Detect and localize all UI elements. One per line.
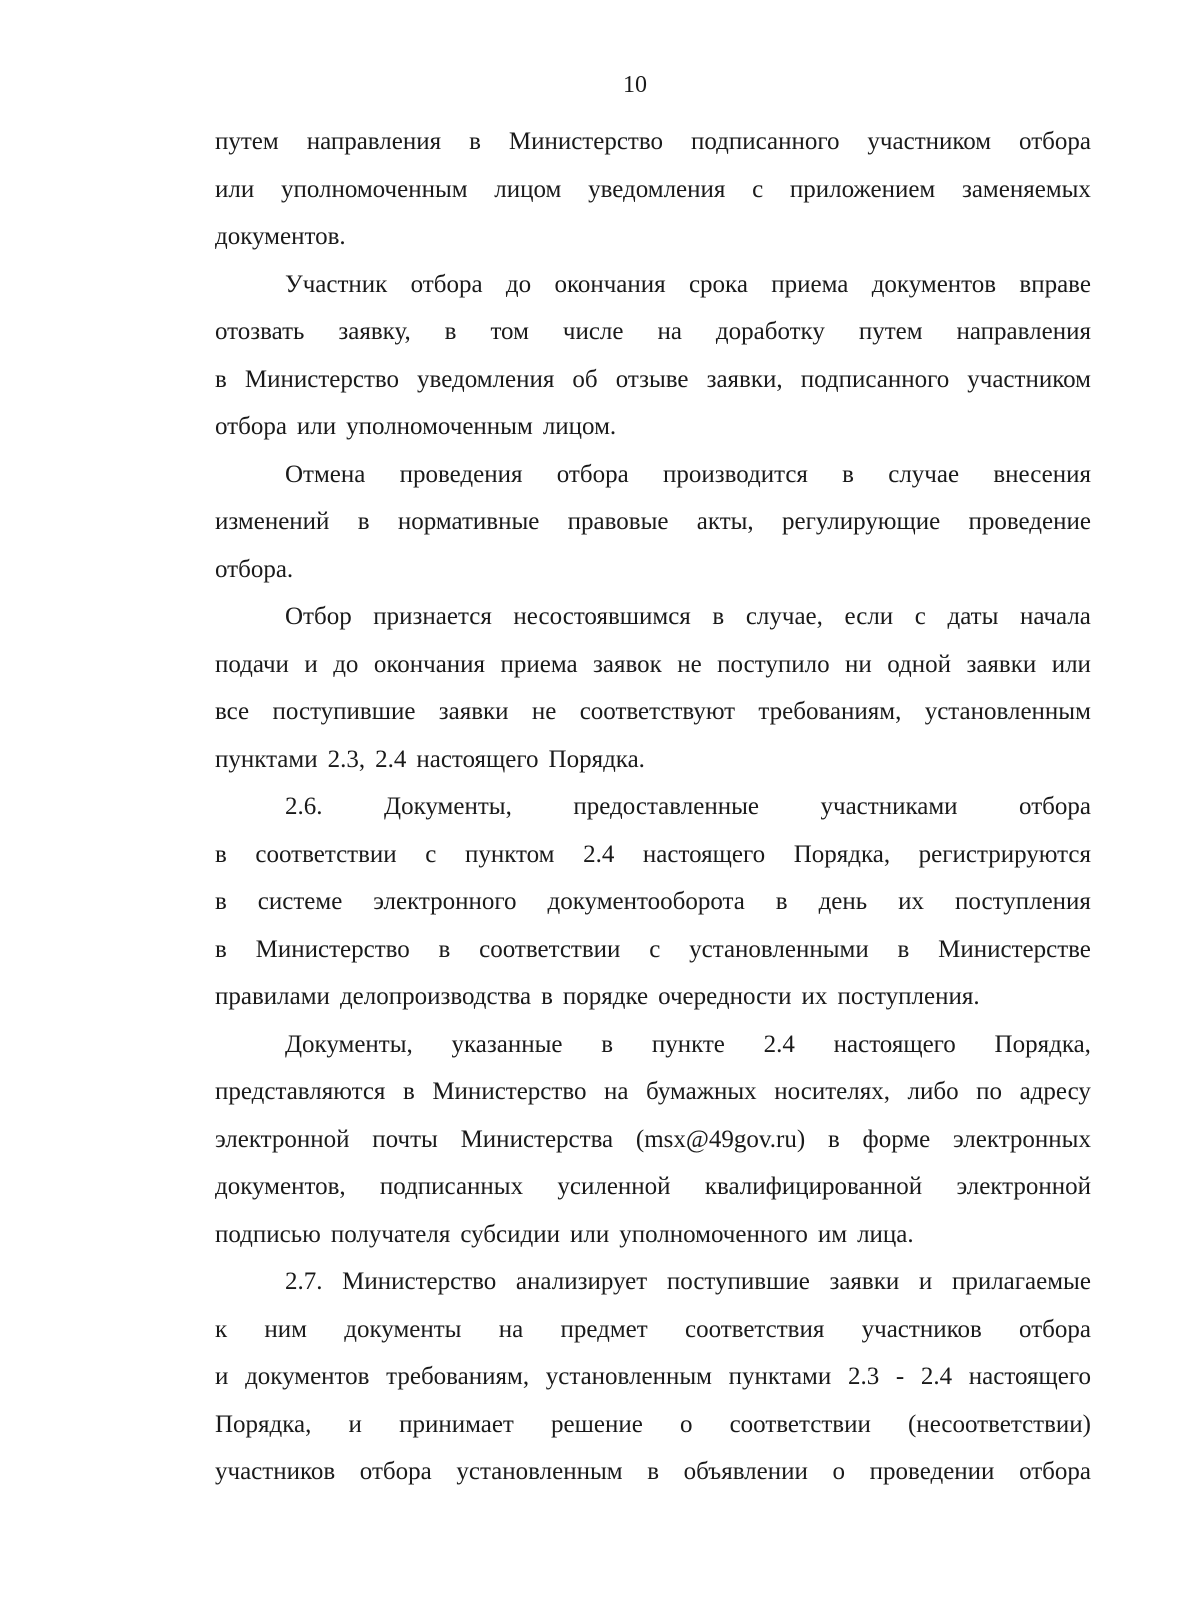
word: им	[817, 1220, 848, 1248]
word: проведении	[869, 1458, 995, 1485]
word: документов	[245, 1363, 370, 1390]
text-line	[215, 973, 1091, 1021]
word: внесения	[993, 460, 1091, 488]
word: в	[438, 935, 451, 963]
word: Отбор	[285, 603, 352, 630]
word: документов.	[215, 223, 346, 250]
word: участников	[861, 1315, 982, 1343]
word: и	[348, 1410, 362, 1438]
word: нормативные	[397, 508, 540, 535]
word: в	[827, 1125, 840, 1153]
word: -	[895, 1363, 905, 1390]
text-line	[215, 1306, 1091, 1354]
text-line	[215, 688, 1091, 736]
word: их	[898, 888, 925, 915]
word: настоящего	[968, 1363, 1091, 1390]
paragraph	[215, 451, 1091, 594]
word: Министерство	[255, 935, 410, 963]
word: представляются	[215, 1078, 386, 1105]
word: адресу	[1019, 1078, 1091, 1105]
word: в	[215, 888, 227, 915]
word: 2.6.	[285, 793, 323, 820]
word: отбора	[1019, 1458, 1091, 1485]
text-line	[215, 213, 1091, 261]
word: получателя	[330, 1220, 451, 1248]
word: и	[918, 1268, 933, 1295]
word: документы	[344, 1315, 462, 1343]
word: случае,	[745, 603, 823, 630]
word: до	[333, 650, 359, 678]
word: отбора	[410, 270, 483, 298]
word: окончания	[554, 270, 666, 298]
word: отбора	[1019, 1315, 1091, 1343]
text-line	[215, 1353, 1091, 1401]
word: проведение	[968, 508, 1091, 535]
word: отбора	[359, 1458, 432, 1485]
document-body	[215, 118, 1091, 1496]
word: вправе	[1019, 270, 1091, 298]
word: электронных	[953, 1125, 1091, 1153]
word: Министерство	[508, 128, 663, 155]
word: не	[677, 650, 702, 678]
word: акты,	[696, 508, 754, 535]
text-line	[215, 261, 1091, 309]
word: лицом	[494, 175, 562, 203]
word: Документы,	[285, 1030, 413, 1058]
paragraph	[215, 118, 1091, 261]
word: правилами	[215, 983, 330, 1010]
word: доработку	[715, 318, 825, 345]
word: направления	[956, 318, 1091, 345]
word: заявок	[593, 650, 662, 678]
word: в	[897, 935, 910, 963]
word: документооборота	[547, 888, 745, 915]
word: соответствия	[684, 1315, 825, 1343]
word: соответствии	[255, 840, 397, 868]
word: 2.4	[375, 745, 407, 773]
word: Документы,	[384, 793, 512, 820]
word: и	[304, 650, 318, 678]
word: приложением	[789, 175, 936, 203]
word: в	[647, 1458, 660, 1485]
text-line	[215, 1021, 1091, 1069]
word: 2.3	[847, 1363, 880, 1390]
word: пунктами	[215, 745, 318, 773]
word: участником	[967, 365, 1091, 393]
word: почты	[372, 1125, 438, 1153]
word: квалифицированной	[704, 1173, 923, 1200]
text-line	[215, 1211, 1091, 1259]
word: проведения	[399, 460, 523, 488]
word: установленными	[689, 935, 869, 963]
word: настоящего	[833, 1030, 956, 1058]
word: усиленной	[557, 1173, 671, 1200]
word: либо	[907, 1078, 959, 1105]
word: регулирующие	[782, 508, 941, 535]
word: установленным	[545, 1363, 712, 1390]
text-line	[215, 403, 1091, 451]
word: правовые	[567, 508, 669, 535]
word: отбора.	[215, 555, 294, 583]
word: приема	[771, 270, 849, 298]
word: отбора	[1019, 128, 1091, 155]
word: подписью	[215, 1220, 321, 1248]
word: Порядка,	[215, 1410, 312, 1438]
page-number: 10	[623, 72, 647, 98]
word: 2.7.	[285, 1268, 323, 1295]
paragraph	[215, 1021, 1091, 1259]
word: системе	[257, 888, 343, 915]
word: порядке	[562, 983, 649, 1010]
word: подачи	[215, 650, 289, 678]
word: о	[679, 1410, 693, 1438]
word: (msx@49gov.ru)	[635, 1125, 806, 1153]
text-line	[215, 1163, 1091, 1211]
text-line	[215, 1068, 1091, 1116]
word: несостоявшимся	[513, 603, 691, 630]
word: с	[425, 840, 437, 868]
text-line	[215, 593, 1091, 641]
word: соответствии	[479, 935, 621, 963]
word: требованиям,	[758, 698, 902, 725]
word: регистрируются	[918, 840, 1091, 868]
word: бумажных	[646, 1078, 757, 1105]
word: об	[572, 365, 598, 393]
word: с	[914, 603, 926, 630]
word: уведомления	[417, 365, 555, 393]
word: с	[752, 175, 764, 203]
word: документов	[871, 270, 997, 298]
word: Министерство	[342, 1268, 497, 1295]
word: признается	[373, 603, 492, 630]
word: участником	[867, 128, 992, 155]
word: 2.4	[920, 1363, 953, 1390]
text-line	[215, 1401, 1091, 1449]
text-line	[215, 878, 1091, 926]
word: установленным	[924, 698, 1091, 725]
word: уполномоченным	[280, 175, 468, 203]
word: изменений	[215, 508, 330, 535]
paragraph	[215, 1258, 1091, 1496]
word: подписанного	[690, 128, 840, 155]
word: принимает	[399, 1410, 514, 1438]
word: поступившие	[272, 698, 416, 725]
word: ним	[264, 1315, 307, 1343]
word: или	[215, 175, 255, 203]
word: поступило	[717, 650, 830, 678]
word: Отмена	[285, 460, 366, 488]
word: начала	[1019, 603, 1091, 630]
word: подписанного	[800, 365, 950, 393]
word: на	[657, 318, 682, 345]
word: предоставленные	[573, 793, 759, 820]
word: в	[842, 460, 854, 488]
text-line	[215, 831, 1091, 879]
paragraph	[215, 261, 1091, 451]
word: решение	[551, 1410, 643, 1438]
text-line	[215, 736, 1091, 784]
text-line	[215, 166, 1091, 214]
word: о	[832, 1458, 846, 1485]
word: заявки	[966, 650, 1037, 678]
word: носителях,	[774, 1078, 890, 1105]
word: документов,	[215, 1173, 346, 1200]
word: Министерства	[460, 1125, 614, 1153]
word: электронной	[215, 1125, 350, 1153]
word: отзыве	[615, 365, 689, 393]
word: на	[498, 1315, 524, 1343]
word: даты	[947, 603, 999, 630]
word: заявку,	[338, 318, 411, 345]
word: Министерство	[432, 1078, 587, 1105]
word: Министерстве	[938, 935, 1091, 963]
paragraph	[215, 593, 1091, 783]
word: настоящего	[416, 745, 539, 773]
word: субсидии	[460, 1220, 560, 1248]
word: заменяемых	[961, 175, 1091, 203]
word: (несоответствии)	[907, 1410, 1091, 1438]
word: производится	[662, 460, 808, 488]
word: прилагаемые	[951, 1268, 1091, 1295]
text-line	[215, 1116, 1091, 1164]
word: участников	[215, 1458, 336, 1485]
text-line	[215, 546, 1091, 594]
word: к	[215, 1315, 228, 1343]
word: 2.4	[763, 1030, 795, 1058]
word: уполномоченного	[619, 1220, 808, 1248]
word: анализирует	[515, 1268, 648, 1295]
word: по	[976, 1078, 1003, 1105]
word: ни	[845, 650, 872, 678]
word: заявки	[829, 1268, 900, 1295]
word: день	[818, 888, 868, 915]
word: отбора	[215, 413, 287, 440]
word: в	[215, 365, 227, 393]
word: Министерство	[244, 365, 399, 393]
text-line	[215, 1258, 1091, 1306]
text-line	[215, 498, 1091, 546]
word: лица.	[857, 1220, 914, 1248]
word: отозвать	[215, 318, 305, 345]
word: в	[215, 935, 227, 963]
text-line	[215, 783, 1091, 831]
word: в	[444, 318, 457, 345]
word: или	[569, 1220, 610, 1248]
word: с	[649, 935, 661, 963]
word: пункте	[651, 1030, 725, 1058]
text-line	[215, 1448, 1091, 1496]
word: случае	[888, 460, 960, 488]
word: на	[604, 1078, 629, 1105]
word: поступления.	[837, 983, 980, 1010]
word: поступления	[955, 888, 1091, 915]
word: в	[712, 603, 725, 630]
word: путем	[215, 128, 279, 155]
word: форме	[862, 1125, 931, 1153]
word: отбора	[1019, 793, 1091, 820]
word: поступившие	[666, 1268, 810, 1295]
word: в	[469, 128, 481, 155]
word: в	[601, 1030, 614, 1058]
word: установленным	[456, 1458, 623, 1485]
word: не	[531, 698, 557, 725]
word: настоящего	[642, 840, 766, 868]
word: 2.3,	[327, 745, 366, 773]
text-line	[215, 641, 1091, 689]
word: 2.4	[583, 840, 615, 868]
word: лицом.	[542, 413, 617, 440]
word: отбора	[556, 460, 629, 488]
word: окончания	[373, 650, 486, 678]
word: делопроизводства	[339, 983, 532, 1010]
text-line	[215, 118, 1091, 166]
word: или	[296, 413, 337, 440]
word: Участник	[285, 270, 388, 298]
word: направления	[306, 128, 442, 155]
word: соответствии	[729, 1410, 871, 1438]
word: их	[801, 983, 828, 1010]
word: числе	[562, 318, 624, 345]
word: том	[490, 318, 529, 345]
word: все	[215, 698, 250, 725]
word: заявки,	[706, 365, 783, 393]
word: подписанных	[379, 1173, 524, 1200]
word: электронной	[956, 1173, 1091, 1200]
word: в	[357, 508, 370, 535]
word: заявки	[438, 698, 509, 725]
word: требованиям,	[386, 1363, 530, 1390]
word: уведомления	[588, 175, 726, 203]
word: Порядка,	[994, 1030, 1091, 1058]
word: путем	[858, 318, 923, 345]
word: или	[1051, 650, 1091, 678]
word: и	[215, 1363, 229, 1390]
word: в	[775, 888, 788, 915]
text-line	[215, 308, 1091, 356]
word: пунктами	[728, 1363, 832, 1390]
word: пунктом	[464, 840, 555, 868]
word: в	[215, 840, 227, 868]
word: Порядка.	[548, 745, 645, 773]
word: уполномоченным	[346, 413, 533, 440]
word: в	[402, 1078, 415, 1105]
word: в	[541, 983, 553, 1010]
word: электронного	[373, 888, 517, 915]
word: срока	[688, 270, 748, 298]
word: приема	[500, 650, 578, 678]
word: предмет	[560, 1315, 648, 1343]
word: соответствуют	[579, 698, 736, 725]
text-line	[215, 926, 1091, 974]
paragraph	[215, 783, 1091, 1021]
word: указанные	[451, 1030, 563, 1058]
word: очередности	[658, 983, 792, 1010]
text-line	[215, 356, 1091, 404]
word: до	[505, 270, 532, 298]
word: участниками	[820, 793, 958, 820]
word: если	[844, 603, 894, 630]
text-line	[215, 451, 1091, 499]
word: объявлении	[683, 1458, 808, 1485]
word: Порядка,	[793, 840, 891, 868]
word: одной	[887, 650, 951, 678]
